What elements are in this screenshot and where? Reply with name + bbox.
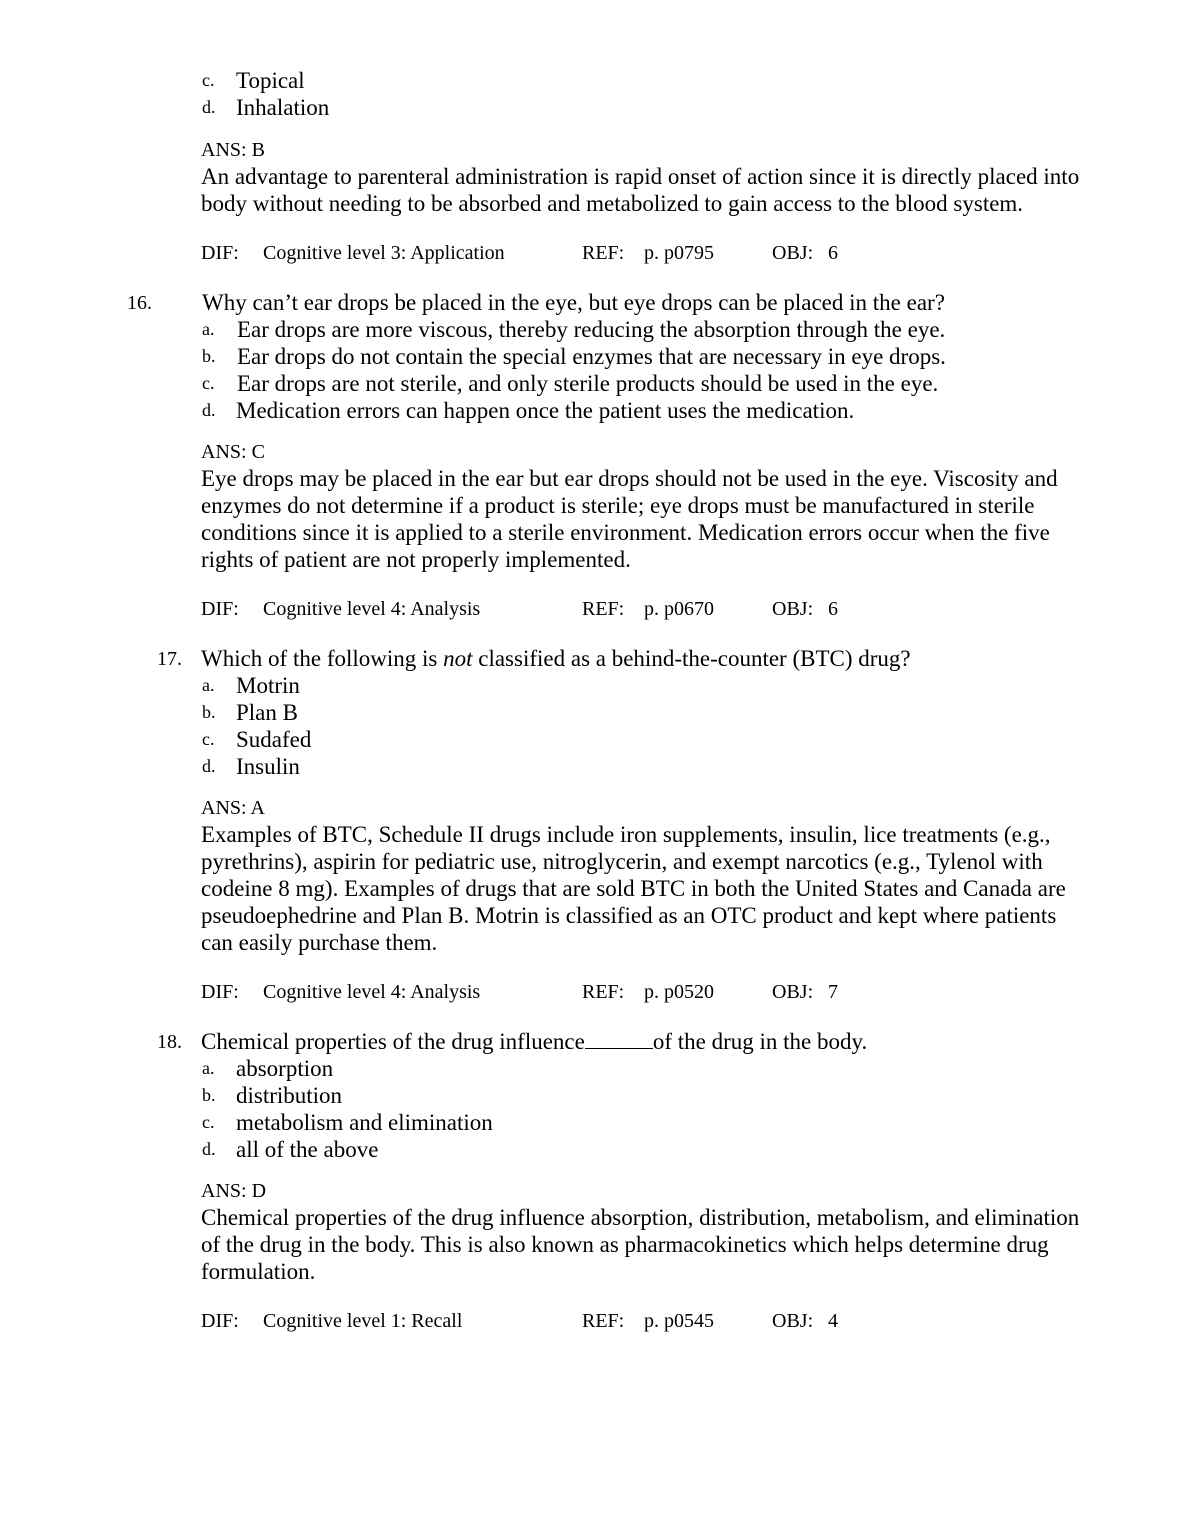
option-letter: a. [202,1058,215,1078]
rationale: An advantage to parenteral administration is rapid onset of action since it is directly placed into body without needing to be absorbed and metabolized to gain access to the blood system. [201,164,1080,216]
answer-key: ANS: B [201,139,265,161]
rationale: Examples of BTC, Schedule II drugs include iron supplements, insulin, lice treatments (e.g., pyrethrins), aspirin for pediatric use, nitroglycerin, and exempt narcotics (e.g., Tylenol with codeine 8 mg). Examples of drugs that are sold BTC in both the United States and Canada are pseudoephedrine and Plan B. Motrin is classified as an OTC product and kept where patients can easily purchase them. [201,822,1066,955]
option-text: Plan B [236,700,298,725]
obj-value: 7 [828,981,838,1003]
option-text: metabolism and elimination [236,1110,493,1135]
question-stem: Chemical properties of the drug influence of the drug in the body. [201,1029,868,1054]
obj-value: 6 [828,242,838,264]
rationale: Eye drops may be placed in the ear but ear drops should not be used in the eye. Viscosity and enzymes do not determine if a product is sterile; eye drops must be manufactured in sterile conditions since it is applied to a sterile environment. Medication errors occur when the five rights of patient are not properly implemented. [201,466,1058,572]
fill-in-blank [585,1030,653,1049]
option-letter: c. [202,70,215,90]
option-letter: b. [202,1085,216,1105]
option-letter: c. [202,729,215,749]
option-text: Motrin [236,673,300,698]
option-text: distribution [236,1083,343,1108]
option-letter: d. [202,97,216,117]
ref-label: REF: [582,598,625,620]
question-number: 17. [157,648,182,670]
ref-value: p. p0795 [644,242,714,264]
option-letter: c. [202,373,215,393]
dif-value: Cognitive level 4: Analysis [263,598,481,620]
obj-label: OBJ: [772,1310,814,1332]
ref-value: p. p0545 [644,1310,714,1332]
obj-value: 6 [828,598,838,620]
ref-label: REF: [582,242,625,264]
option-text: Medication errors can happen once the patient uses the medication. [236,398,855,423]
obj-value: 4 [828,1310,838,1332]
option-letter: c. [202,1112,215,1132]
option-text: absorption [236,1056,334,1081]
ref-label: REF: [582,981,625,1003]
ref-value: p. p0670 [644,598,714,620]
dif-value: Cognitive level 1: Recall [263,1310,463,1332]
option-text: Insulin [236,754,300,779]
option-letter: d. [202,400,216,420]
dif-label: DIF: [201,242,239,264]
question-stem: Which of the following is not classified as a behind-the-counter (BTC) drug? [201,646,911,671]
dif-label: DIF: [201,981,239,1003]
option-text: Sudafed [236,727,312,752]
ref-label: REF: [582,1310,625,1332]
stem-emphasis: not [443,646,473,671]
answer-key: ANS: A [201,797,265,819]
option-letter: b. [202,702,216,722]
obj-label: OBJ: [772,981,814,1003]
ref-value: p. p0520 [644,981,714,1003]
option-letter: a. [202,675,215,695]
dif-value: Cognitive level 3: Application [263,242,505,264]
option-text: Topical [236,68,305,93]
question-number: 16. [127,292,152,314]
obj-label: OBJ: [772,242,814,264]
option-text: Inhalation [236,95,330,120]
dif-label: DIF: [201,1310,239,1332]
option-text: all of the above [236,1137,379,1162]
answer-key: ANS: C [201,441,265,463]
option-text: Ear drops are more viscous, thereby reducing the absorption through the eye. [237,317,946,342]
option-letter: a. [202,319,215,339]
answer-key: ANS: D [201,1180,267,1202]
question-stem: Why can’t ear drops be placed in the eye, but eye drops can be placed in the ear? [202,290,945,315]
dif-label: DIF: [201,598,239,620]
rationale: Chemical properties of the drug influence absorption, distribution, metabolism, and elimination of the drug in the body. This is also known as pharmacokinetics which helps determine drug formulation. [201,1205,1080,1284]
dif-value: Cognitive level 4: Analysis [263,981,481,1003]
obj-label: OBJ: [772,598,814,620]
option-text: Ear drops do not contain the special enzymes that are necessary in eye drops. [237,344,946,369]
option-letter: d. [202,756,216,776]
option-letter: b. [202,346,216,366]
option-letter: d. [202,1139,216,1159]
option-text: Ear drops are not sterile, and only sterile products should be used in the eye. [237,371,939,396]
question-number: 18. [157,1031,182,1053]
